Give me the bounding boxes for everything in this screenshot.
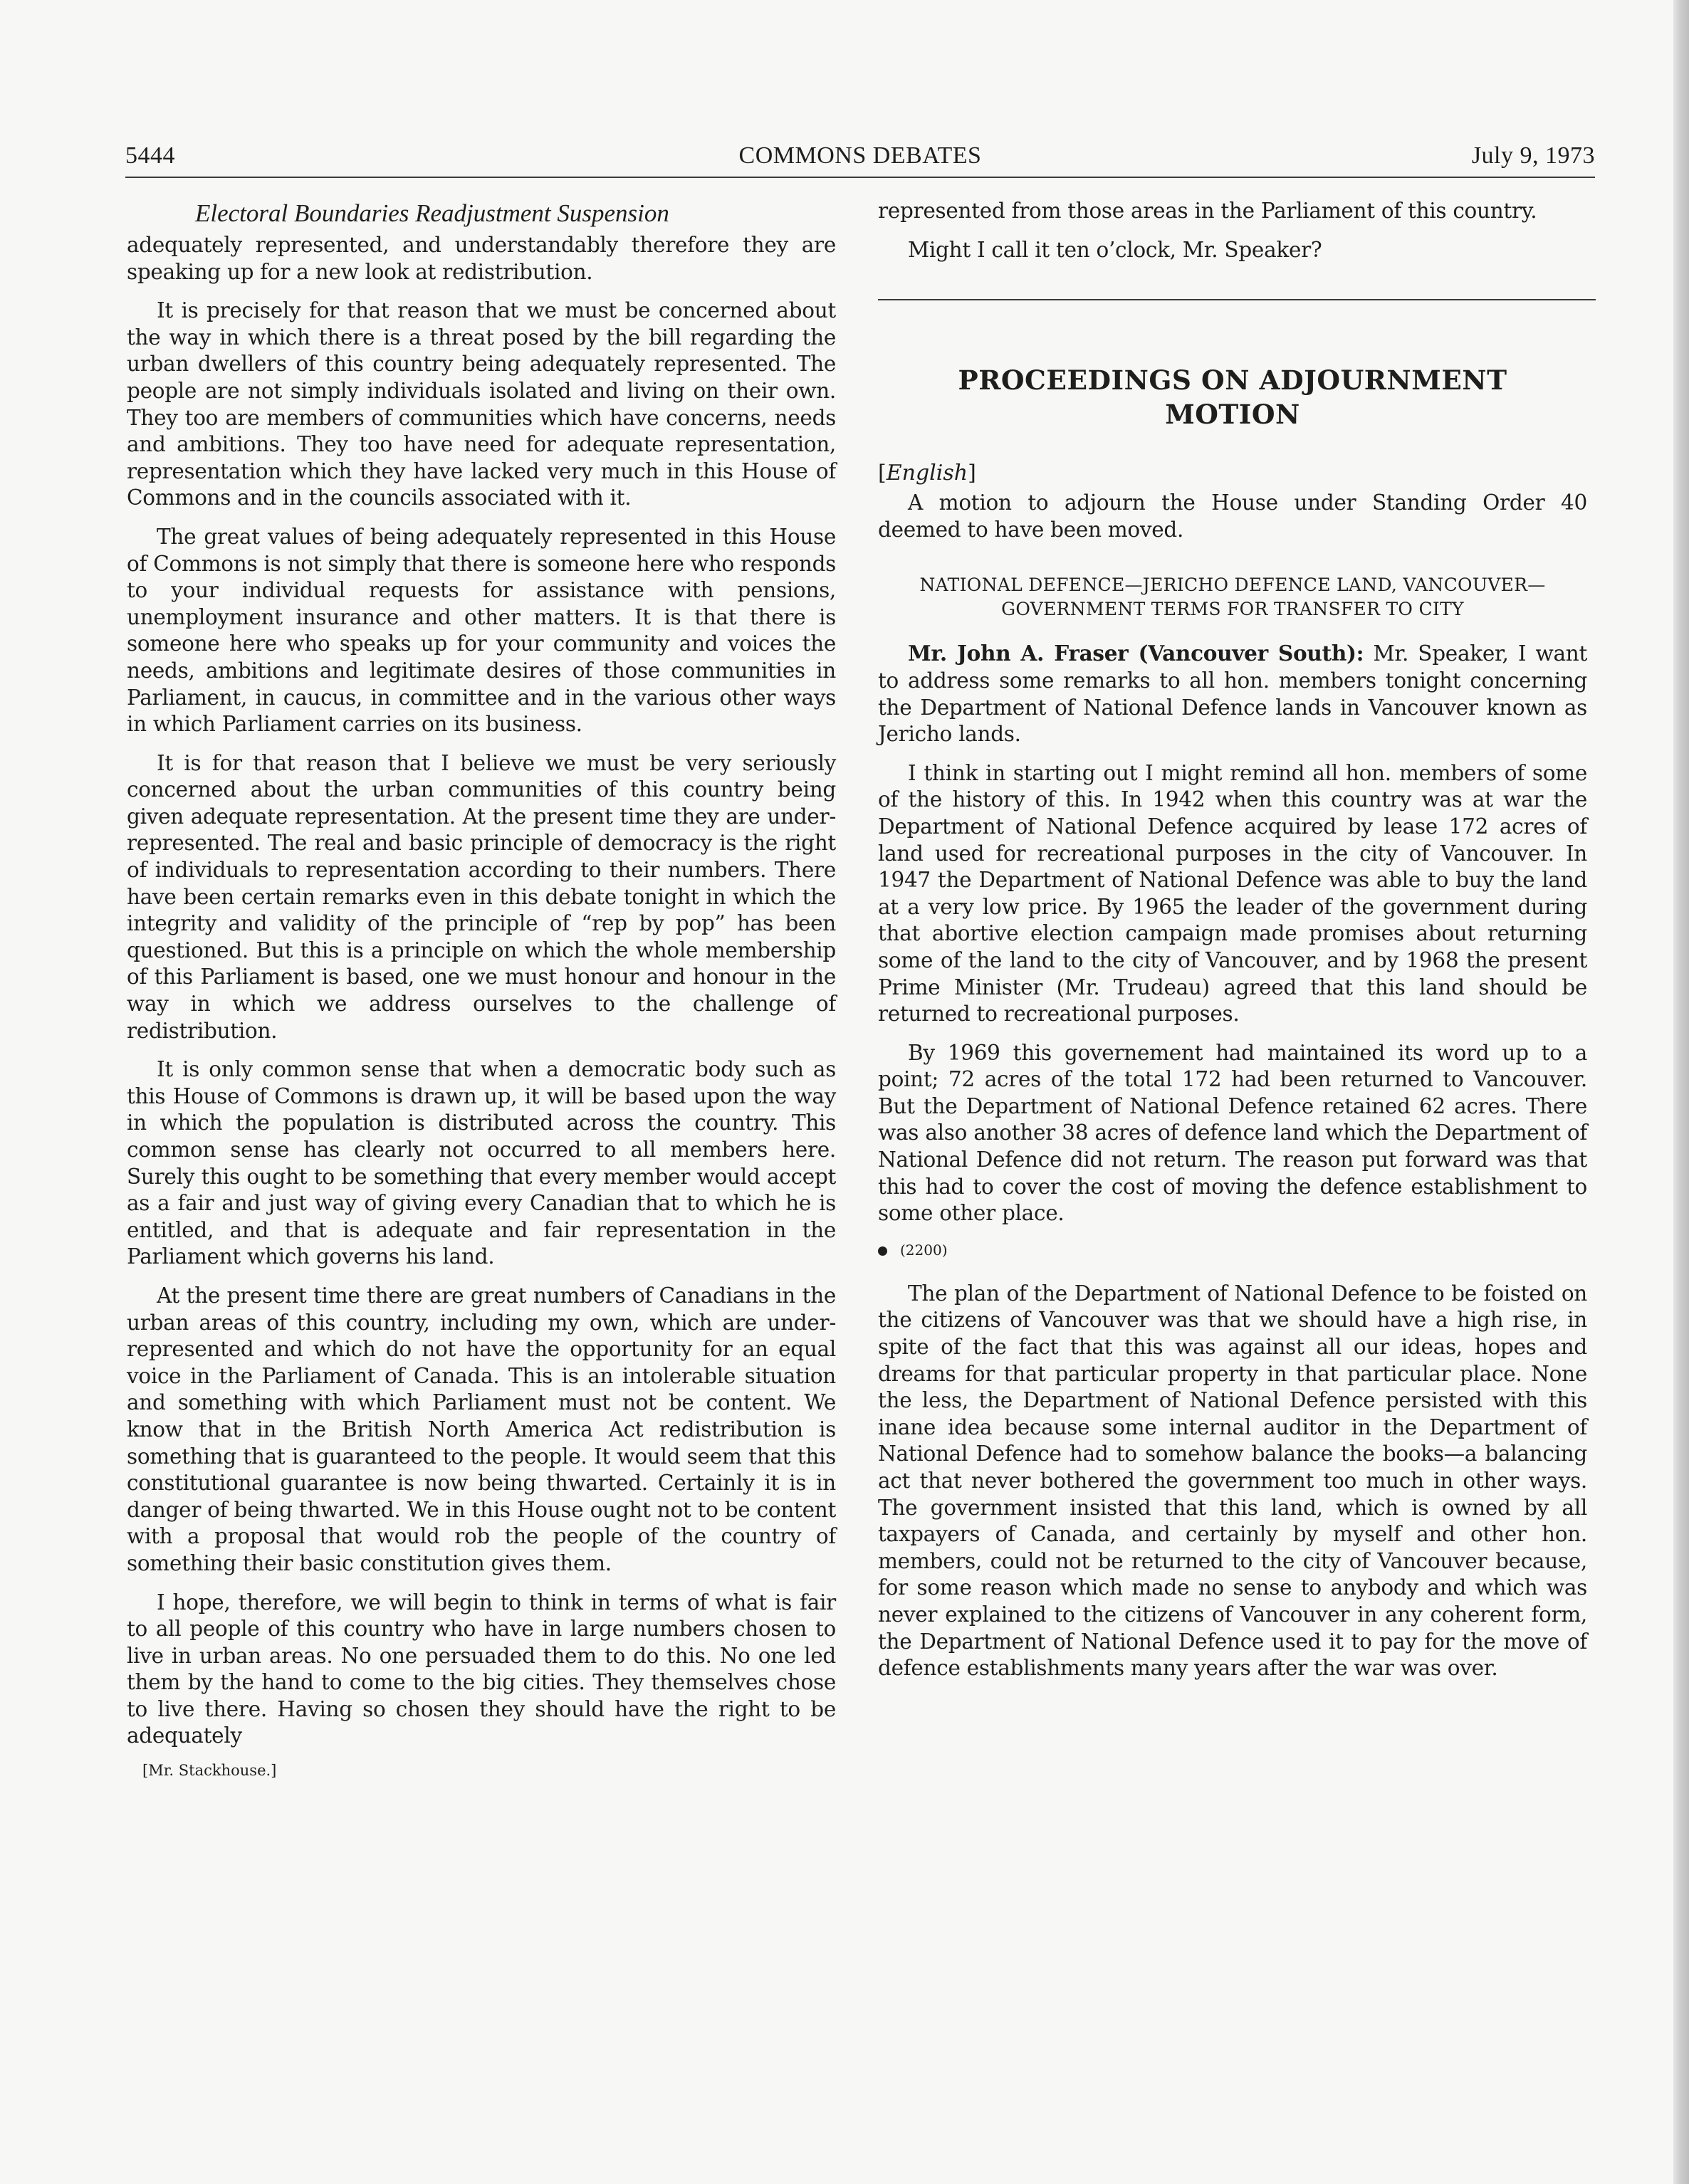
page-header — [125, 142, 1595, 178]
publication-date: July 9, 1973 — [1471, 142, 1595, 169]
paragraph: By 1969 this governement had maintained its word up to a point; 72 acres of the total 172 had been returned to Vancouver. But the Department of National Defence retained 62 acres. There was also another 38 acres of defence land which the Department of National Defence did not return. The reason put forward was that this had to cover the cost of moving the defence establishment to some other place. — [878, 1040, 1587, 1226]
paragraph: represented from those areas in the Parliament of this country. — [878, 199, 1537, 223]
language-tag-text: English — [886, 461, 968, 486]
speaker-attribution: [Mr. Stackhouse.] — [142, 1762, 277, 1780]
subject-heading: NATIONAL DEFENCE—JERICHO DEFENCE LAND, VANCOUVER—GOVERNMENT TERMS FOR TRANSFER TO CITY — [919, 574, 1546, 620]
paragraph: At the present time there are great numbers of Canadians in the urban areas of this country, including my own, which are under-represented and which do not have the opportunity for an equal voice in the Parliament of Canada. This is an intolerable situation and something with which Parliament must not be content. We know that in the British North America Act redistribution is something that is guaranteed to the people. It would seem that this constitutional guarantee is now being thwarted. Certainly it is in danger of being thwarted. We in this House ought not to be content with a proposal that would rob the people of the country of something their basic constitution gives them. — [127, 1283, 836, 1575]
bullet-icon — [878, 1246, 887, 1256]
speech-opening-text: Mr. Speaker, I want to address some remarks to all hon. members tonight concerning the Department of National Defence lands in Vancouver known as Jericho lands. — [878, 641, 1587, 747]
paragraph: I think in starting out I might remind all hon. members of some of the history of this. In 1942 when this country was at war the Department of National Defence acquired by lease 172 acres of land used for recreational purposes in the city of Vancouver. In 1947 the Department of National Defence was able to buy the land at a very low price. By 1965 the leader of the government during that abortive election campaign made promises about returning some of the land to the city of Vancouver, and by 1968 the present Prime Minister (Mr. Trudeau) agreed that this land should be returned to recreational purposes. — [878, 760, 1587, 1027]
right-column — [878, 198, 1587, 1694]
scan-edge — [1673, 0, 1689, 2184]
time-marker-text: (2200) — [900, 1241, 948, 1259]
paragraph: It is precisely for that reason that we must be concerned about the way in which there is a threat posed by the bill regarding the urban dwellers of this country being adequately represented. The people are not simply individuals isolated and living on their own. They too are members of communities which have concerns, needs and ambitions. They too have need for adequate representation, representation which they have lacked very much in this House of Commons and in the councils associated with it. — [127, 298, 836, 510]
left-column — [127, 198, 836, 1779]
page-number: 5444 — [125, 142, 175, 169]
paragraph: It is only common sense that when a democratic body such as this House of Commons is drawn up, it will be based upon the way in which the population is distributed across the country. This common sense has clearly not occurred to all members here. Surely this ought to be something that every member would accept as a fair and just way of giving every Canadian that to which he is entitled, and that is adequate and fair representation in the Parliament which governs his land. — [127, 1057, 836, 1269]
paragraph: The plan of the Department of National Defence to be foisted on the citizens of Vancouver was that we should have a high rise, in spite of the fact that this was against all our ideas, hopes and dreams for that particular property in that particular place. None the less, the Department of National Defence persisted with this inane idea because some internal auditor in the Department of National Defence had to somehow balance the books—a balancing act that never bothered the government too much in other ways. The government insisted that this land, which is owned by all taxpayers of Canada, and certainly by myself and other hon. members, could not be returned to the city of Vancouver because, for some reason which made no sense to anybody and which was never explained to the citizens of Vancouver in any coherent form, the Department of National Defence used it to pay for the move of defence establishments many years after the war was over. — [878, 1281, 1587, 1681]
language-tag: [English] — [878, 461, 976, 486]
speaker-name: Mr. John A. Fraser (Vancouver South): — [908, 641, 1364, 666]
motion-text: A motion to adjourn the House under Standing Order 40 deemed to have been moved. — [878, 490, 1587, 542]
section-divider — [878, 299, 1596, 300]
running-subheading: Electoral Boundaries Readjustment Suspension — [195, 199, 669, 227]
section-title: PROCEEDINGS ON ADJOURNMENT MOTION — [958, 364, 1507, 431]
paragraph: adequately represented, and understandably therefore they are speaking up for a new look at redistribution. — [127, 233, 836, 284]
paragraph: It is for that reason that I believe we must be very seriously concerned about the urban communities of this country being given adequate representation. At the present time they are under-represented. The real and basic principle of democracy is the right of individuals to representation according to their numbers. There have been certain remarks even in this debate tonight in which the integrity and validity of the principle of “rep by pop” has been questioned. But this is a principle on which the whole membership of this Parliament is based, one we must honour and honour in the way in which we address ourselves to the challenge of redistribution. — [127, 750, 836, 1043]
speech-opening — [878, 640, 1587, 747]
publication-title: COMMONS DEBATES — [738, 142, 982, 169]
paragraph: The great values of being adequately represented in this House of Commons is not simply that there is someone here who responds to your individual requests for assistance with pensions, unemployment insurance and other matters. It is that there is someone here who speaks up for your community and voices the needs, ambitions and legitimate desires of those communities in Parliament, in caucus, in committee and in the various other ways in which Parliament carries on its business. — [127, 524, 836, 737]
paragraph: I hope, therefore, we will begin to think in terms of what is fair to all people of this country who have in large numbers chosen to live in urban areas. No one persuaded them to do this. No one led them by the hand to come to the big cities. They themselves chose to live there. Having so chosen they should have the right to be adequately — [127, 1590, 836, 1748]
time-marker — [878, 1239, 1587, 1261]
closing-question: Might I call it ten o’clock, Mr. Speaker? — [908, 237, 1322, 262]
